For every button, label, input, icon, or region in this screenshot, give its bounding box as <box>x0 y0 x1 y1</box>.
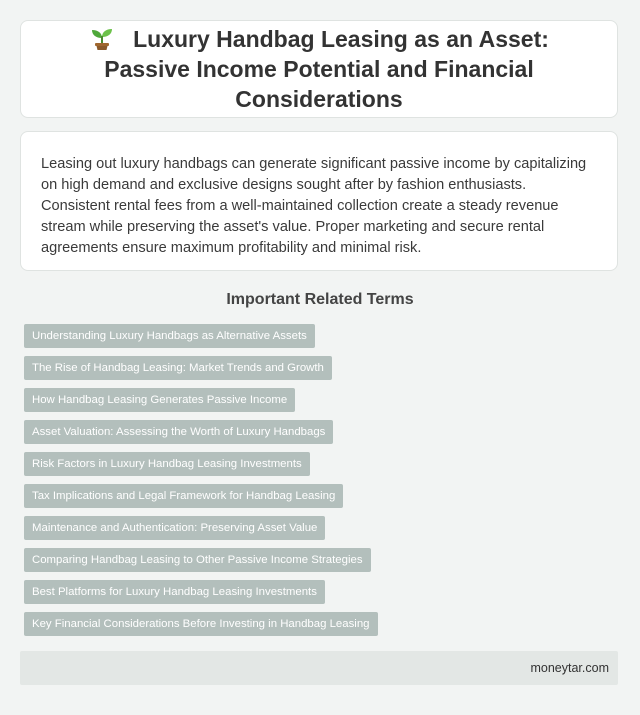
related-term-tag[interactable]: Comparing Handbag Leasing to Other Passive Income Strategies <box>24 548 371 572</box>
related-term-tag[interactable]: Tax Implications and Legal Framework for Handbag Leasing <box>24 484 343 508</box>
related-terms-list <box>24 324 618 644</box>
related-term-tag[interactable]: Asset Valuation: Assessing the Worth of Luxury Handbags <box>24 420 333 444</box>
related-terms-heading: Important Related Terms <box>226 291 414 308</box>
related-term-tag[interactable]: Key Financial Considerations Before Investing in Handbag Leasing <box>24 612 378 636</box>
page-title <box>21 24 617 114</box>
related-term-tag[interactable]: The Rise of Handbag Leasing: Market Trends and Growth <box>24 356 332 380</box>
summary-card <box>20 131 618 271</box>
related-term-tag[interactable]: Understanding Luxury Handbags as Alternative Assets <box>24 324 315 348</box>
related-term-tag[interactable]: How Handbag Leasing Generates Passive Income <box>24 388 295 412</box>
related-term-tag[interactable]: Best Platforms for Luxury Handbag Leasing Investments <box>24 580 325 604</box>
footer <box>20 651 618 685</box>
title-card <box>20 20 618 118</box>
sprout-icon <box>89 24 115 50</box>
related-term-tag[interactable]: Risk Factors in Luxury Handbag Leasing Investments <box>24 452 310 476</box>
footer-site-link[interactable]: moneytar.com <box>530 661 609 675</box>
related-term-tag[interactable]: Maintenance and Authentication: Preserving Asset Value <box>24 516 325 540</box>
summary-text: Leasing out luxury handbags can generate significant passive income by capitalizing on high demand and exclusive designs sought after by fashion enthusiasts. Consistent rental fees from a well-maintained collection create a steady revenue stream while preserving the asset's value. Proper marketing and secure rental agreements ensure maximum profitability and minimal risk. <box>41 156 587 256</box>
page-title-text: Luxury Handbag Leasing as an Asset: Passive Income Potential and Financial Considerations <box>104 26 549 112</box>
